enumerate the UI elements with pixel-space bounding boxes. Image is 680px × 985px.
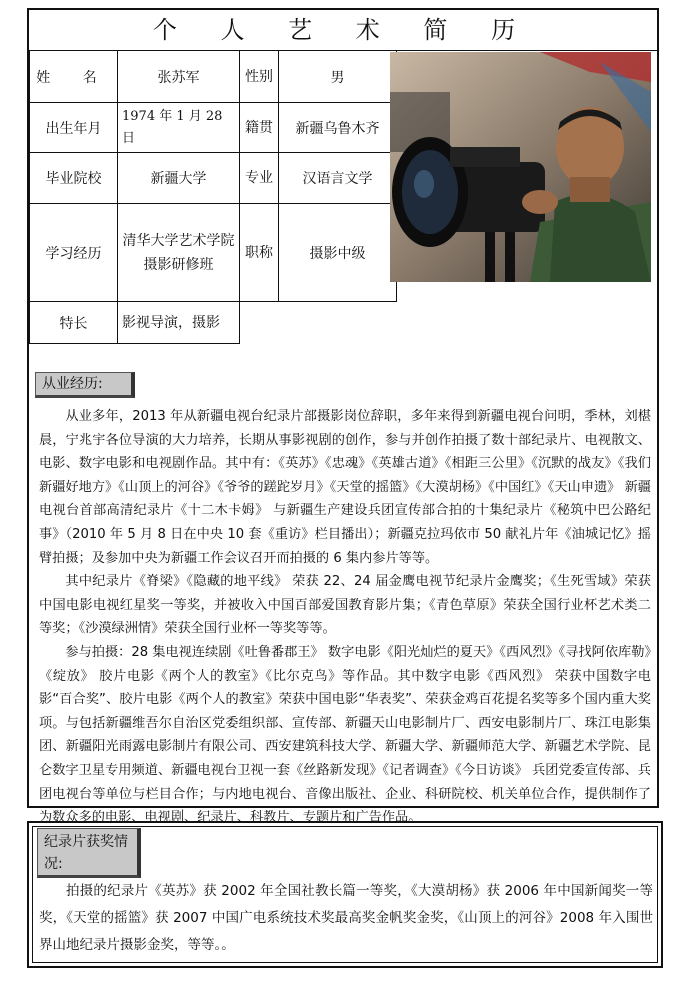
study-value: 清华大学艺术学院 摄影研修班 [118,204,240,302]
birth-value: 1974 年 1 月 28 日 [118,103,240,153]
photographer-camera-image [390,52,651,282]
experience-paragraph: 从业多年，2013 年从新疆电视台纪录片部摄影岗位辞职，多年来得到新疆电视台问明，季林，刘椹晨，宁兆宇各位导演的大力培养，长期从事影视剧的创作，参与并创作拍摄了数十部纪录片、电视散文、电影、数字电影和电视剧作品。其中有：《英苏》《忠魂》《英雄古道》《相距三公里》《沉默的战友》《我们新疆好地方》《山顶上的河谷》《爷爷的蹉跎岁月》《天堂的摇篮》《大漠胡杨》《中国红》《天山申遗》 新疆电视台首部高清纪录片《十二木卡姆》 与新疆生产建设兵团宣传部合拍的十集纪录片《秘筑中巴公路纪事》（2010 年 5 月 8 日在中央 10 套《重访》栏目播出）；新疆克拉玛依市 50 献礼片年《油城记忆》摇臂拍摄；及参加中央为新疆工作会议召开而拍摄的 6 集内参片等等。 [39,409,651,566]
job-title-label: 职称 [240,204,279,302]
resume-frame [27,8,659,826]
job-title-value: 摄影中级 [279,204,397,302]
experience-paragraph: 其中纪录片《脊梁》《隐藏的地平线》 荣获 22、24 届金鹰电视节纪录片金鹰奖；《生死雪域》荣获中国电影电视红星奖一等奖，并被收入中国百部爱国教育影片集；《青色草原》荣获全国行业杯艺术类二等奖；《沙漠绿洲情》荣获全国行业杯一等奖等等。 [39,574,651,637]
name-value: 张苏军 [118,51,240,103]
awards-section-label: 纪录片获奖情况: [37,828,141,878]
name-label: 姓 名 [30,51,118,103]
specialty-value: 影视导演，摄影 [118,302,240,344]
major-value: 汉语言文学 [279,153,397,204]
awards-paragraph: 拍摄的纪录片《英苏》获 2002 年全国社教长篇一等奖，《大漠胡杨》获 2006 年中国新闻奖一等奖，《天堂的摇篮》获 2007 中国广电系统技术奖最高奖金帆奖金奖，《山顶上的河谷》2008 年入围世界山地纪录片摄影金奖，等等。。 [39,883,653,953]
blank-cell [240,302,397,344]
experience-section-label: 从业经历: [35,372,135,398]
specialty-label: 特长 [30,302,118,344]
origin-label: 籍贯 [240,103,279,153]
major-label: 专业 [240,153,279,204]
page-title: 个 人 艺 术 简 历 [29,10,657,51]
experience-body [39,405,651,830]
personal-info-table [29,50,397,344]
study-label: 学习经历 [30,204,118,302]
profile-photo [390,52,651,282]
gender-value: 男 [279,51,397,103]
origin-value: 新疆乌鲁木齐 [279,103,397,153]
awards-body [39,878,653,959]
school-value: 新疆大学 [118,153,240,204]
gender-label: 性别 [240,51,279,103]
birth-label: 出生年月 [30,103,118,153]
awards-frame [27,821,663,968]
experience-paragraph: 参与拍摄：28 集电视连续剧《吐鲁番郡王》 数字电影《阳光灿烂的夏天》《西风烈》《寻找阿依库勒》《绽放》 胶片电影《两个人的教室》《比尔克鸟》等作品。其中数字电影《西风烈》 荣获中国数字电影“百合奖”、胶片电影《两个人的教室》荣获中国电影“华表奖”、荣获金鸡百花提名奖等多个国内重大奖项。与包括新疆维吾尔自治区党委组织部、宣传部、新疆天山电影制片厂、西安电影制片厂、珠江电影集团、新疆阳光雨露电影制片有限公司、西安建筑科技大学、新疆大学、新疆师范大学、新疆艺术学院、昆仑数字卫星专用频道、新疆电视台卫视一套《丝路新发现》《记者调查》《今日访谈》 兵团党委宣传部、兵团电视台等单位与栏目合作；与内地电视台、音像出版社、企业、科研院校、机关单位合作，提供制作了为数众多的电影、电视剧、纪录片、科教片、专题片和广告作品。 [39,644,652,826]
school-label: 毕业院校 [30,153,118,204]
